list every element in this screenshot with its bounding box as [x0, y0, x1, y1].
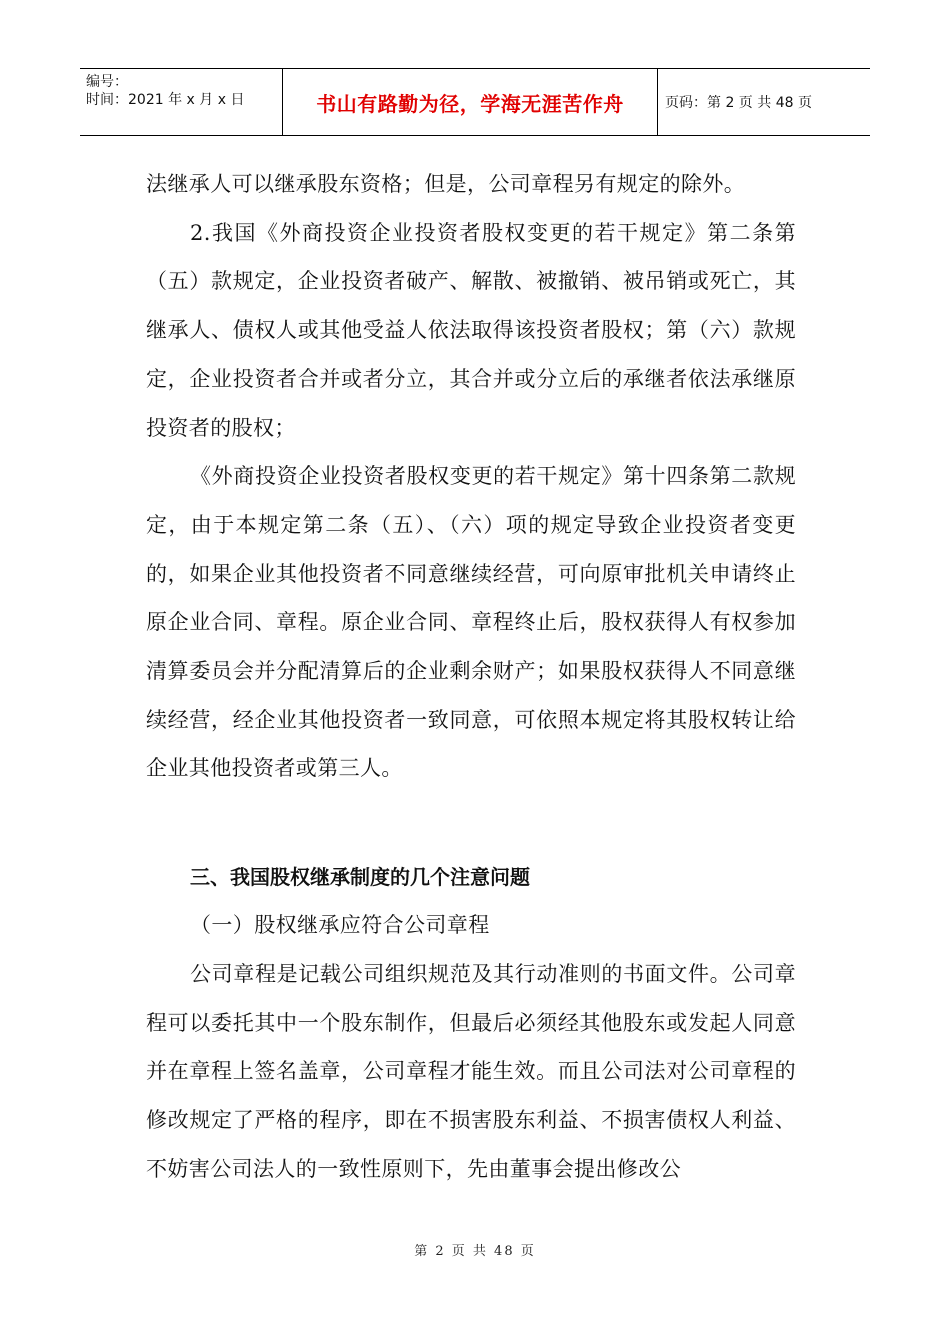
- document-body: [146, 160, 796, 1193]
- document-date-label: 时间：2021 年 x 月 x 日: [86, 92, 245, 108]
- paragraph-regulation-article-14: 《外商投资企业投资者股权变更的若干规定》第十四条第二款规定，由于本规定第二条（五）、（六）项的规定导致企业投资者变更的，如果企业其他投资者不同意继续经营，可向原审批机关申请终止原企业合同、章程。原企业合同、章程终止后，股权获得人有权参加清算委员会并分配清算后的企业剩余财产；如果股权获得人不同意继续经营，经企业其他投资者一致同意，可依照本规定将其股权转让给企业其他投资者或第三人。: [146, 464, 796, 781]
- header-motto-cell: [283, 69, 658, 135]
- header-motto: 书山有路勤为径，学海无涯苦作舟: [316, 91, 624, 116]
- paragraph-regulation-article-2: 2.我国《外商投资企业投资者股权变更的若干规定》第二条第（五）款规定，企业投资者破产、解散、被撤销、被吊销或死亡，其继承人、债权人或其他受益人依法取得该投资者股权；第（六）款规定，企业投资者合并或者分立，其合并或分立后的承继者依法承继原投资者的股权；: [146, 220, 796, 440]
- paragraph-spacer: [146, 793, 796, 853]
- subsection-heading: （一）股权继承应符合公司章程: [190, 913, 490, 938]
- section-heading: 三、我国股权继承制度的几个注意问题: [190, 865, 530, 890]
- header-page-info: 页码：第 2 页 共 48 页: [665, 95, 812, 111]
- document-number-label: 编号：: [86, 74, 128, 90]
- paragraph-continued: 法继承人可以继承股东资格；但是，公司章程另有规定的除外。: [146, 172, 746, 196]
- header-page-cell: [658, 69, 870, 135]
- page-footer: 第 2 页 共 48 页: [414, 1244, 536, 1259]
- page-header: [80, 68, 870, 136]
- paragraph-company-articles: 公司章程是记载公司组织规范及其行动准则的书面文件。公司章程可以委托其中一个股东制作，但最后必须经其他股东或发起人同意并在章程上签名盖章，公司章程才能生效。而且公司法对公司章程的修改规定了严格的程序，即在不损害股东利益、不损害债权人利益、不妨害公司法人的一致性原则下，先由董事会提出修改公: [146, 961, 796, 1181]
- header-left-cell: [80, 69, 283, 135]
